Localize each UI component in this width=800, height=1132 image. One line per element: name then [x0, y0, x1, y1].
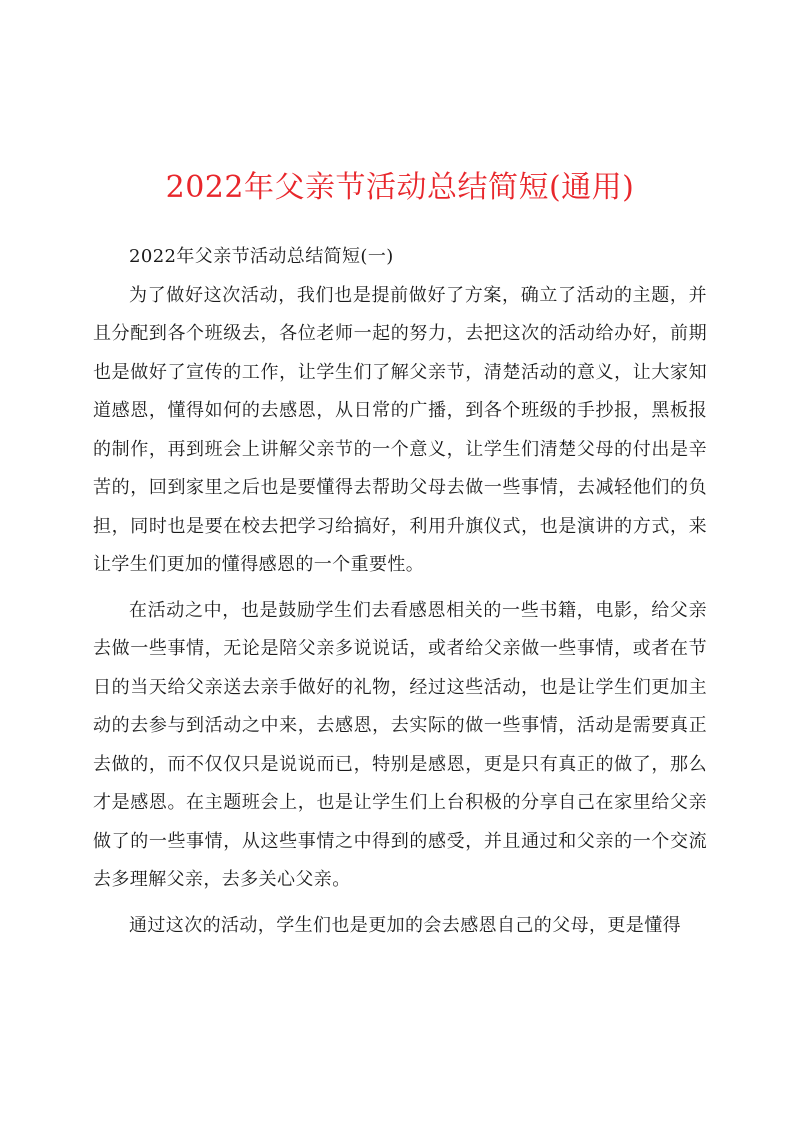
paragraph-3: 通过这次的活动，学生们也是更加的会去感恩自己的父母，更是懂得	[129, 914, 681, 936]
document-body	[93, 238, 707, 952]
document-title: 2022年父亲节活动总结简短(通用)	[165, 170, 635, 205]
section-subtitle: 2022年父亲节活动总结简短(一)	[129, 246, 394, 267]
paragraph-2: 在活动之中，也是鼓励学生们去看感恩相关的一些书籍，电影，给父亲去做一些事情，无论是陪父亲多说说话，或者给父亲做一些事情，或者在节日的当天给父亲送去亲手做好的礼物，经过这些活动，也是让学生们更加主动的去参与到活动之中来，去感恩，去实际的做一些事情，活动是需要真正去做的，而不仅仅只是说说而已，特别是感恩，更是只有真正的做了，那么才是感恩。在主题班会上，也是让学生们上台积极的分享自己在家里给父亲做了的一些事情，从这些事情之中得到的感受，并且通过和父亲的一个交流去多理解父亲，去多关心父亲。	[93, 599, 707, 890]
paragraph-1: 为了做好这次活动，我们也是提前做好了方案，确立了活动的主题，并且分配到各个班级去，各位老师一起的努力，去把这次的活动给办好，前期也是做好了宣传的工作，让学生们了解父亲节，清楚活动的意义，让大家知道感恩，懂得如何的去感恩，从日常的广播，到各个班级的手抄报，黑板报的制作，再到班会上讲解父亲节的一个意义，让学生们清楚父母的付出是辛苦的，回到家里之后也是要懂得去帮助父母去做一些事情，去减轻他们的负担，同时也是要在校去把学习给搞好，利用升旗仪式，也是演讲的方式，来让学生们更加的懂得感恩的一个重要性。	[93, 284, 707, 575]
